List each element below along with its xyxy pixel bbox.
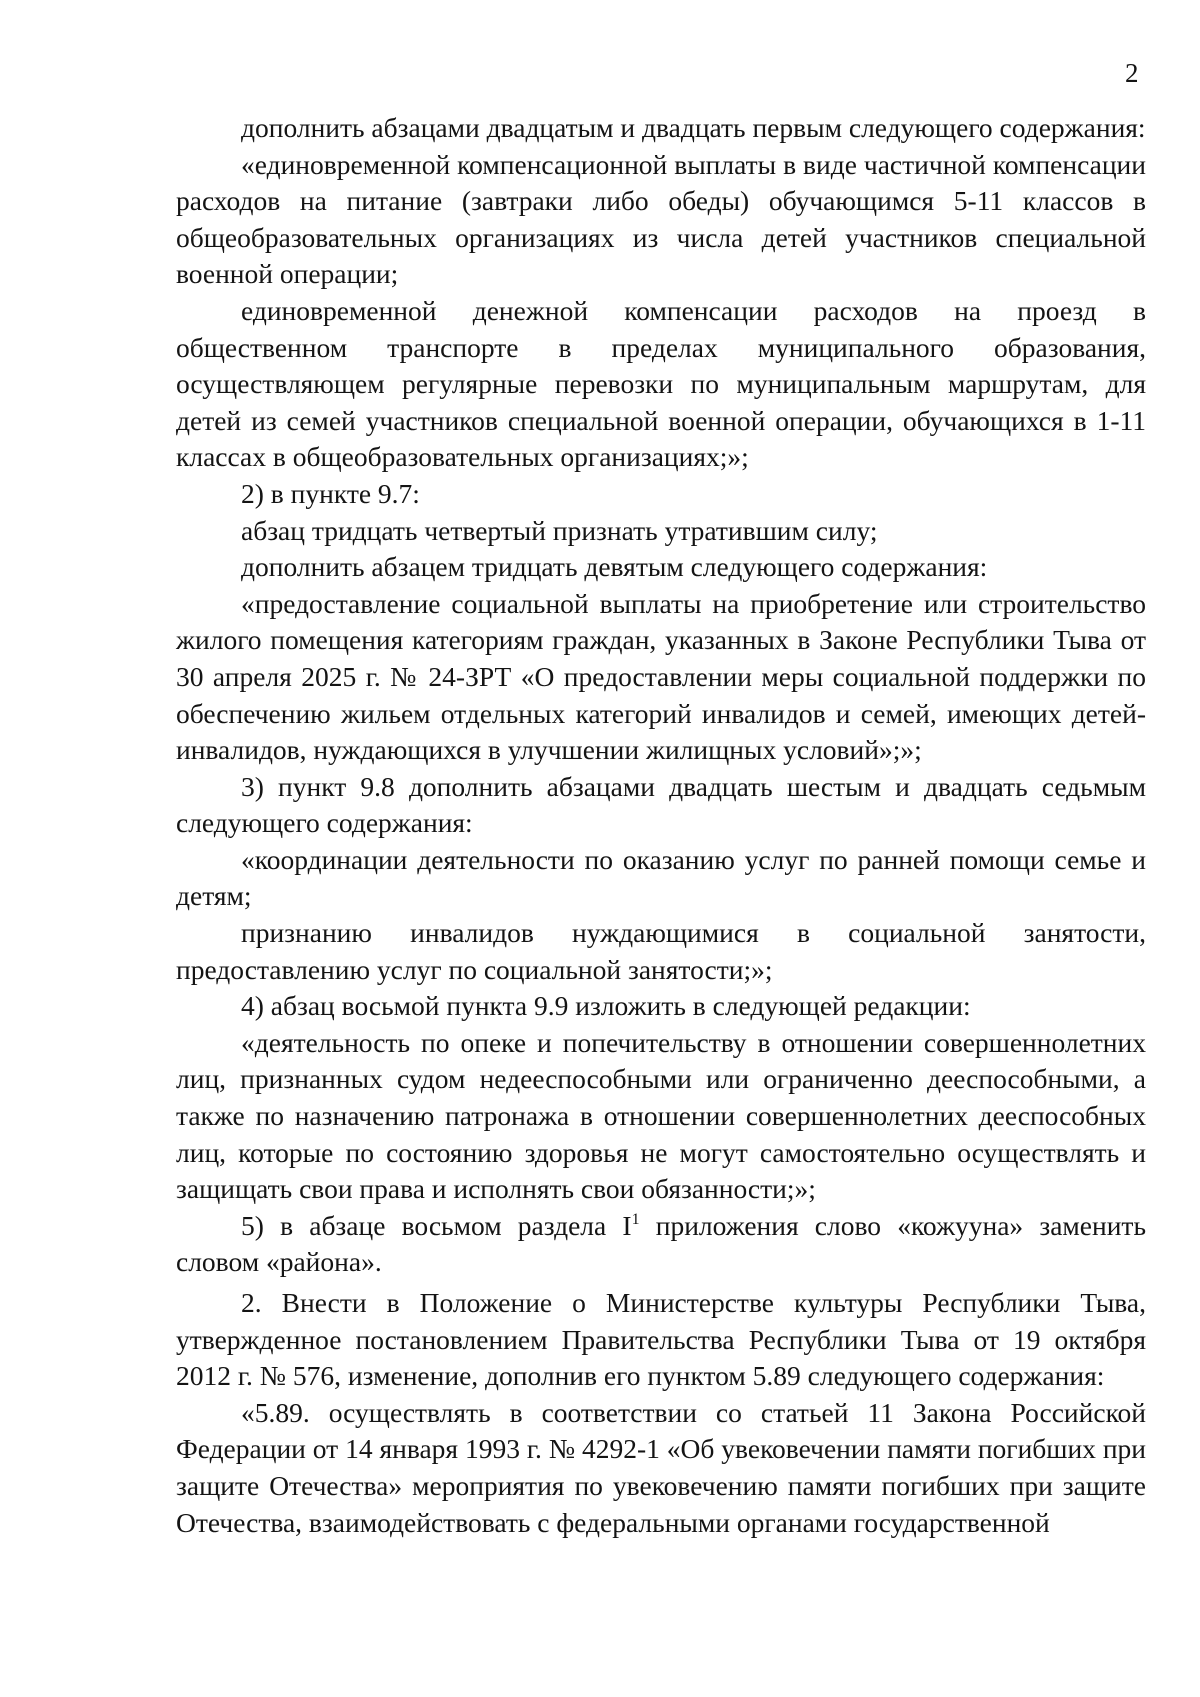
paragraph-section-2: 2. Внести в Положение о Министерстве культуры Республики Тыва, утвержденное постановлением Правительства Республики Тыва от 19 октября 2012 г. № 576, изменение, дополнив его пунктом 5.89 следующего содержания:: [176, 1287, 1146, 1392]
paragraph-item-4: 4) абзац восьмой пункта 9.9 изложить в следующей редакции:: [241, 990, 971, 1022]
paragraph-add-abzats-20-21: дополнить абзацами двадцатым и двадцать первым следующего содержания:: [241, 112, 1146, 143]
paragraph-item-2: 2) в пункте 9.7:: [241, 477, 420, 509]
paragraph-social-employment: признанию инвалидов нуждающимися в социальной занятости, предоставлению услуг по социальной занятости;»;: [176, 917, 1146, 985]
paragraph-food-compensation: «единовременной компенсационной выплаты в виде частичной компенсации расходов на питание (завтраки либо обеды) обучающимся 5-11 классов в общеобразовательных организациях из числа детей участников специальной военной операции;: [176, 148, 1146, 290]
paragraph-housing-payment: «предоставление социальной выплаты на приобретение или строительство жилого помещения категориям граждан, указанных в Законе Республики Тыва от 30 апреля 2025 г. № 24-ЗРТ «О предоставлении меры социальной поддержки по обеспечению жильем отдельных категорий инвалидов и семей, имеющих детей-инвалидов, нуждающихся в улучшении жилищных условий»;»;: [176, 587, 1146, 766]
paragraph-item-3: 3) пункт 9.8 дополнить абзацами двадцать шестым и двадцать седьмым следующего содержания:: [176, 770, 1146, 839]
paragraph-item-5-89: «5.89. осуществлять в соответствии со статьей 11 Закона Российской Федерации от 14 января 1993 г. № 4292-1 «Об увековечении памяти погибших при защите Отечества» мероприятия по увековечению памяти погибших при защите Отечества, взаимодействовать с федеральными органами государственной: [176, 1396, 1146, 1538]
paragraph-abzats-34-void: абзац тридцать четвертый признать утратившим силу;: [241, 514, 878, 546]
paragraph-transport-compensation: единовременной денежной компенсации расходов на проезд в общественном транспорте в пределах муниципального образования, осуществляющем регулярные перевозки по муниципальным маршрутам, для детей из семей участников специальной военной операции, обучающихся в 1-11 классах в общеобразовательных организациях;»;: [176, 294, 1146, 473]
paragraph-guardianship: «деятельность по опеке и попечительству в отношении совершеннолетних лиц, признанных судом недееспособными или ограниченно дееспособными, а также по назначению патронажа в отношении совершеннолетних дееспособных лиц, которые по состоянию здоровья не могут самостоятельно осуществлять и защищать свои права и исполнять свои обязанности;»;: [176, 1026, 1146, 1205]
paragraph-early-help: «координации деятельности по оказанию услуг по ранней помощи семье и детям;: [176, 843, 1146, 912]
page-number: 2: [1125, 58, 1139, 88]
paragraph-add-abzats-39: дополнить абзацем тридцать девятым следующего содержания:: [241, 551, 988, 583]
item-5-text-end: приложения слово «кожууна» заменить словом «района».: [176, 1209, 1146, 1278]
document-body: [176, 110, 1146, 1541]
item-5-text-start: 5) в абзаце восьмом раздела I: [241, 1209, 632, 1241]
paragraph-item-5: [176, 1208, 1146, 1281]
section-superscript: 1: [631, 1210, 640, 1228]
